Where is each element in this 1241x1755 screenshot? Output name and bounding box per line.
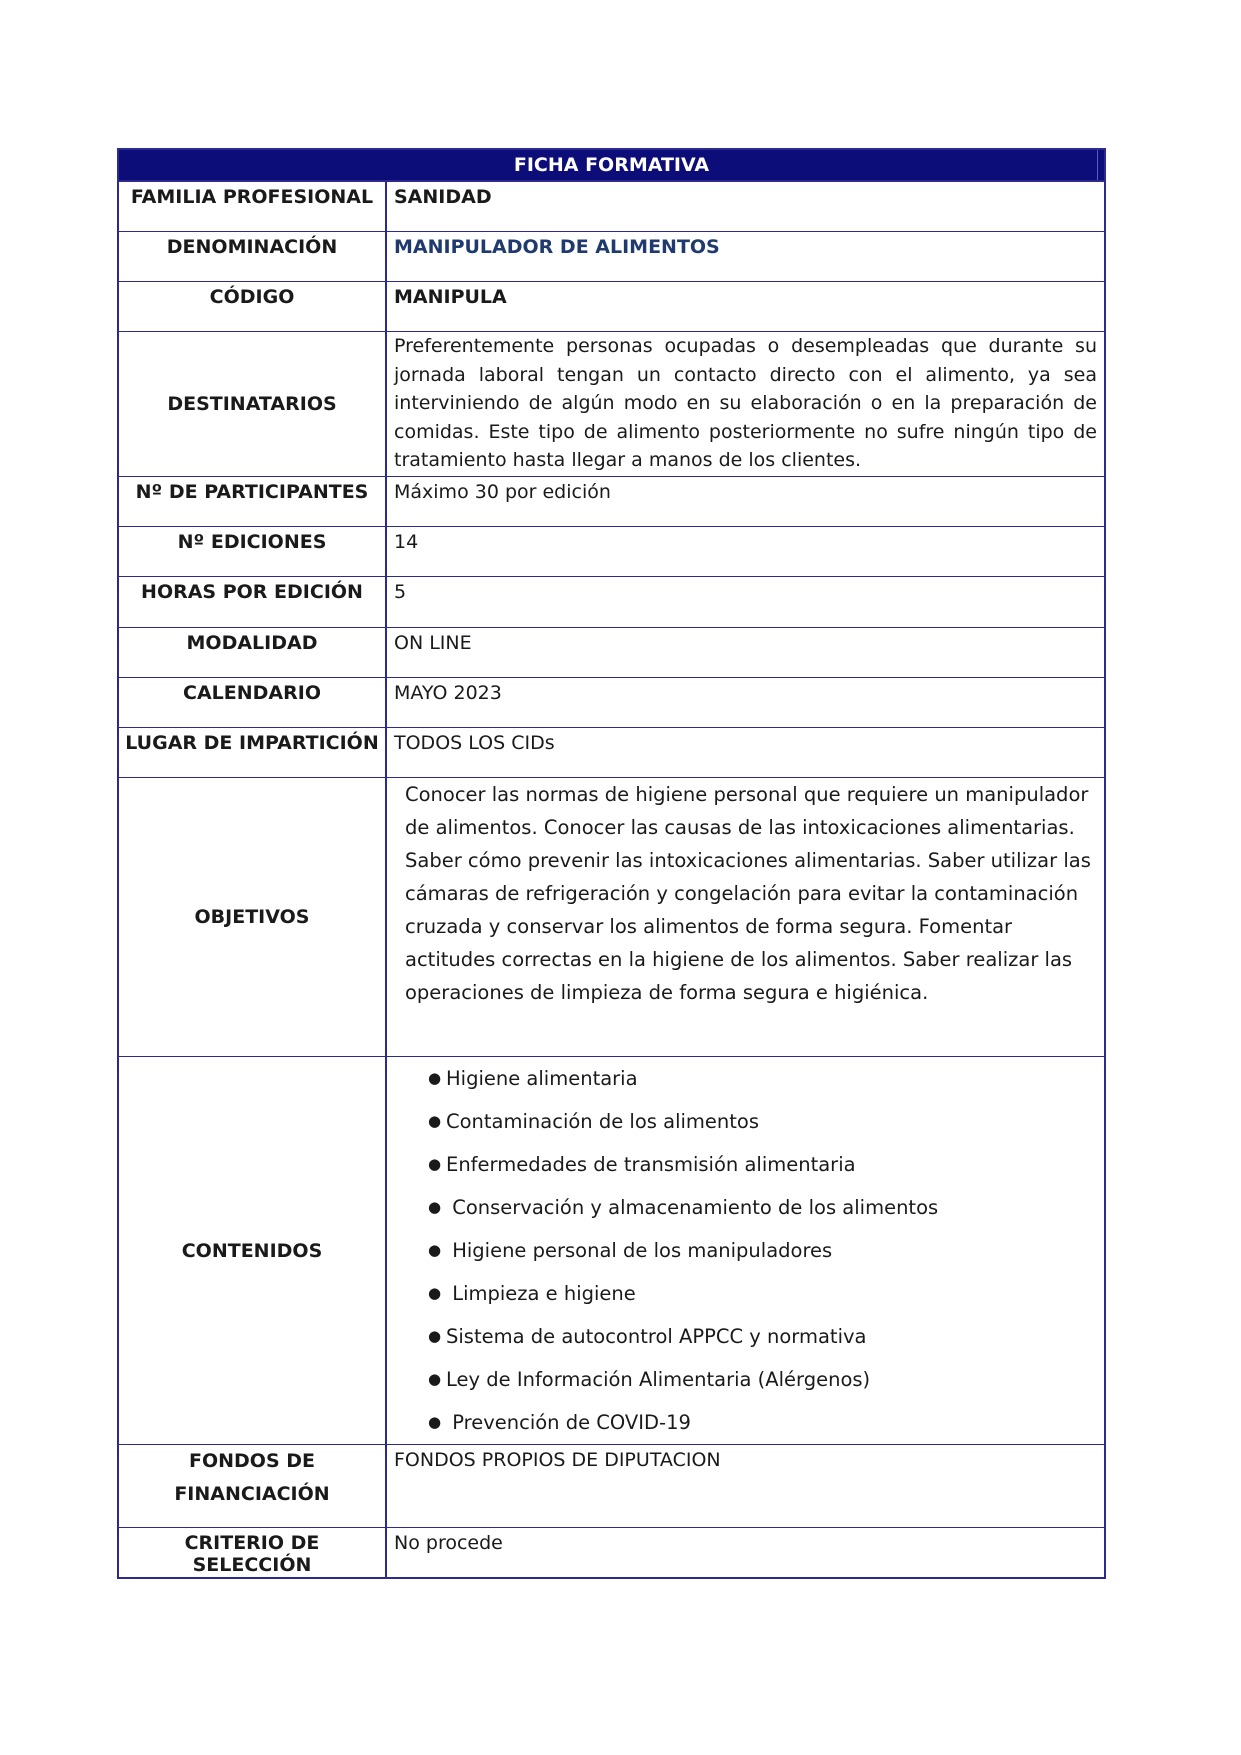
- row-label: CALENDARIO: [119, 678, 387, 727]
- table-row: [119, 576, 1104, 627]
- row-value: FONDOS PROPIOS DE DIPUTACION: [394, 1449, 721, 1471]
- row-value: Preferentemente personas ocupadas o desempleadas que durante su jornada laboral tengan un contacto directo con el alimento, ya sea interviniendo de algún modo en su elaboración o en la preparación de comidas. Este tipo de alimento posteriormente no sufre ningún tipo de tratamiento hasta llegar a manos de los clientes.: [394, 335, 1097, 471]
- list-item: [428, 1186, 1097, 1229]
- bullet-icon: ●: [428, 1241, 442, 1259]
- table-title-text: FICHA FORMATIVA: [513, 154, 710, 176]
- row-label: DENOMINACIÓN: [119, 232, 387, 281]
- contents-list: [394, 1057, 1097, 1444]
- list-item: [428, 1229, 1097, 1272]
- bullet-icon: ●: [428, 1155, 442, 1173]
- table-row: [119, 331, 1104, 476]
- bullet-icon: ●: [428, 1112, 442, 1130]
- table-row: [119, 1444, 1104, 1527]
- row-value: MANIPULA: [394, 286, 507, 308]
- bullet-icon: ●: [428, 1370, 442, 1388]
- table-row: [119, 627, 1104, 677]
- table-row: [119, 281, 1104, 331]
- list-item-text: Sistema de autocontrol APPCC y normativa: [446, 1325, 867, 1348]
- table-row: [119, 1527, 1104, 1577]
- list-item-text: Enfermedades de transmisión alimentaria: [446, 1153, 856, 1176]
- row-value: Máximo 30 por edición: [394, 481, 611, 503]
- row-value: Conocer las normas de higiene personal que requiere un manipulador de alimentos. Conocer las causas de las intoxicaciones alimentarias. Saber cómo prevenir las intoxicaciones alimentarias. Saber utilizar las cámaras de refrigeración y congelación para evitar la contaminación cruzada y conservar los alimentos de forma segura. Fomentar actitudes correctas en la higiene de los alimentos. Saber realizar las operaciones de limpieza de forma segura e higiénica.: [405, 783, 1091, 1004]
- list-item-text: Higiene alimentaria: [446, 1067, 638, 1090]
- row-label: MODALIDAD: [119, 628, 387, 677]
- table-row: [119, 777, 1104, 1056]
- list-item-text: Conservación y almacenamiento de los alimentos: [452, 1196, 939, 1219]
- list-item: [428, 1143, 1097, 1186]
- list-item-text: Higiene personal de los manipuladores: [452, 1239, 833, 1262]
- row-label: DESTINATARIOS: [119, 332, 387, 476]
- row-label: FAMILIA PROFESIONAL: [119, 182, 387, 231]
- row-label: CRITERIO DE SELECCIÓN: [119, 1528, 387, 1577]
- table-title: [119, 150, 1104, 182]
- list-item: [428, 1315, 1097, 1358]
- table-row: [119, 1056, 1104, 1444]
- table-row: [119, 677, 1104, 727]
- table-row: [119, 727, 1104, 777]
- bullet-icon: ●: [428, 1284, 442, 1302]
- list-item: [428, 1100, 1097, 1143]
- table-row: [119, 476, 1104, 526]
- row-value: MAYO 2023: [394, 682, 502, 704]
- row-label: Nº DE PARTICIPANTES: [119, 477, 387, 526]
- bullet-icon: ●: [428, 1413, 442, 1431]
- row-label: CONTENIDOS: [119, 1057, 387, 1444]
- contents-list-cell: [387, 1057, 1104, 1444]
- bullet-icon: ●: [428, 1198, 442, 1216]
- row-label: OBJETIVOS: [119, 778, 387, 1056]
- table-row: [119, 231, 1104, 281]
- row-value: 14: [394, 531, 419, 553]
- list-item: [428, 1272, 1097, 1315]
- row-value: TODOS LOS CIDs: [394, 732, 555, 754]
- title-edge-line: [1097, 150, 1098, 180]
- row-value: SANIDAD: [394, 186, 492, 208]
- row-value: 5: [394, 581, 407, 603]
- bullet-icon: ●: [428, 1327, 442, 1345]
- list-item-text: Prevención de COVID-19: [452, 1411, 691, 1434]
- bullet-icon: ●: [428, 1069, 442, 1087]
- row-value: No procede: [394, 1532, 503, 1554]
- table-row: [119, 182, 1104, 231]
- list-item-text: Contaminación de los alimentos: [446, 1110, 759, 1133]
- row-label: CÓDIGO: [119, 282, 387, 331]
- list-item: [428, 1401, 1097, 1444]
- list-item-text: Ley de Información Alimentaria (Alérgenos): [446, 1368, 871, 1391]
- training-sheet-table: [117, 148, 1106, 1579]
- row-label: Nº EDICIONES: [119, 527, 387, 576]
- row-label: FONDOS DE FINANCIACIÓN: [119, 1445, 387, 1527]
- list-item: [428, 1358, 1097, 1401]
- list-item: [428, 1057, 1097, 1100]
- list-item-text: Limpieza e higiene: [452, 1282, 636, 1305]
- row-value: MANIPULADOR DE ALIMENTOS: [394, 236, 720, 258]
- row-label: HORAS POR EDICIÓN: [119, 577, 387, 627]
- row-value: ON LINE: [394, 632, 472, 654]
- row-label: LUGAR DE IMPARTICIÓN: [119, 728, 387, 777]
- table-row: [119, 526, 1104, 576]
